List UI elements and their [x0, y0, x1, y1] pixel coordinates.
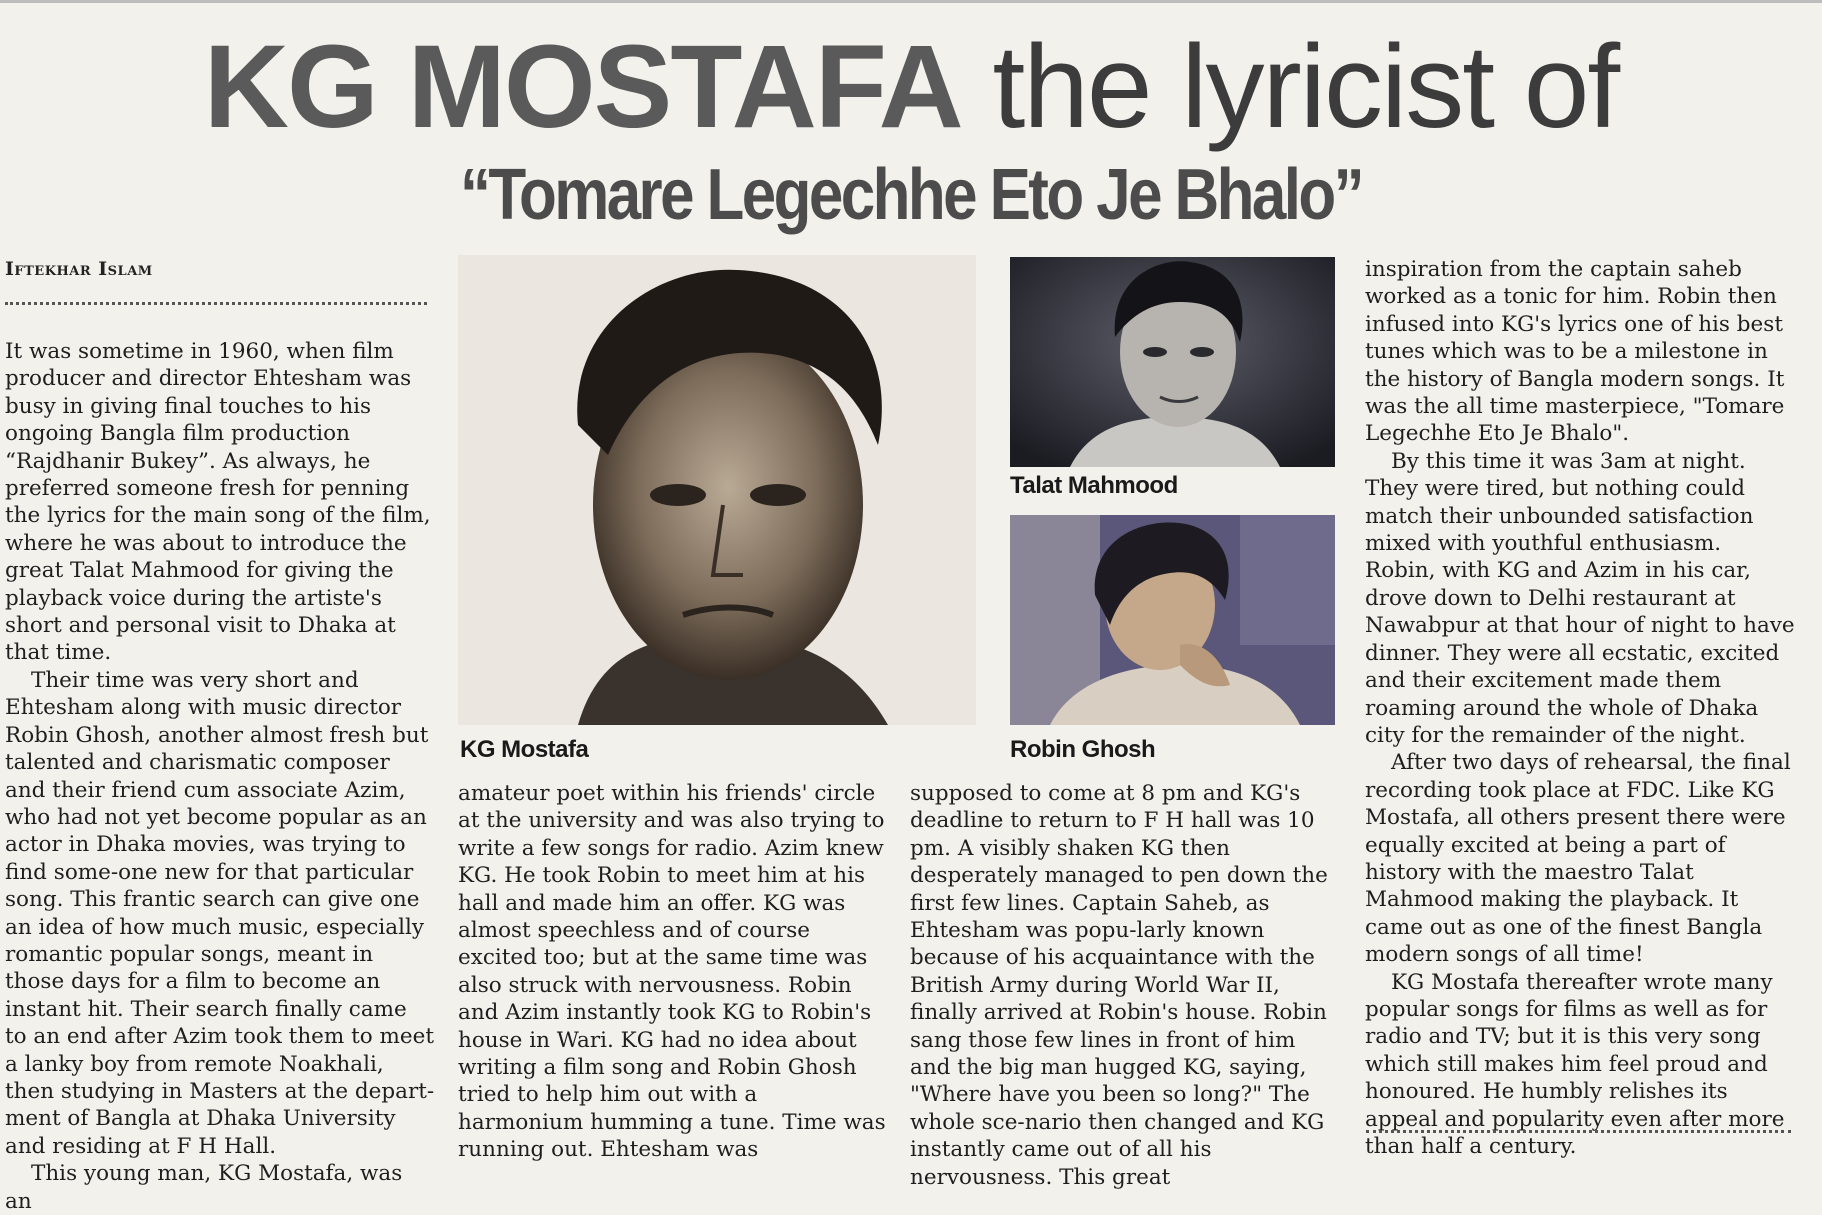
paragraph: KG Mostafa thereafter wrote many popular songs for films as well as for radio and TV; but it is this very song which still makes him feel proud and honoured. He humbly relishes its appeal and popularity even after more than half a century.: [1365, 969, 1785, 1159]
headline-name: KG MOSTAFA: [203, 21, 962, 153]
paragraph: By this time it was 3am at night. They were tired, but nothing could match their unbounded satisfaction mixed with youthful enthusiasm. Robin, with KG and Azim in his car, drove down to Delhi restaurant at Nawabpur at that hour of night to have dinner. They were all ecstatic, excited and their excitement made them roaming around the whole of Dhaka city for the remainder of the night.: [1365, 448, 1795, 748]
article-column-1: [5, 338, 435, 1215]
article-column-3: [910, 780, 1338, 1191]
article-column-2: [458, 780, 888, 1164]
paragraph: supposed to come at 8 pm and KG's deadline to return to F H hall was 10 pm. A visibly shaken KG then desperately managed to pen down the first few lines. Captain Saheb, as Ehtesham was popu-larly known because of his acquaintance with the British Army during World War II, finally arrived at Robin's house. Robin sang those few lines in front of him and the big man hugged KG, saying, "Where have you been so long?" The whole sce-nario then changed and KG instantly came out of all his nervousness. This great: [910, 781, 1328, 1190]
byline-divider: [5, 302, 427, 305]
kg-mostafa-photo: [458, 255, 976, 725]
headline-subtitle: the lyricist of: [992, 21, 1619, 153]
talat-mahmood-photo: [1010, 257, 1335, 467]
paragraph: It was sometime in 1960, when film producer and director Ehtesham was busy in giving final touches to his ongoing Bangla film production “Rajdhanir Bukey”. As always, he preferred someone fresh for penning the lyrics for the main song of the film, where he was about to introduce the great Talat Mahmood for giving the playback voice during the artiste's short and personal visit to Dhaka at that time.: [5, 339, 431, 666]
paragraph: amateur poet within his friends' circle at the university and was also trying to write a few songs for radio. Azim knew KG. He took Robin to meet him at his hall and made him an offer. KG was almost speechless and of course excited too; but at the same time was also struck with nervousness. Robin and Azim instantly took KG to Robin's house in Wari. KG had no idea about writing a film song and Robin Ghosh tried to help him out with a harmonium humming a tune. Time was running out. Ehtesham was: [458, 781, 886, 1163]
top-rule: [0, 0, 1822, 3]
end-divider: [1366, 1130, 1791, 1133]
headline-song-title: “Tomare Legechhe Eto Je Bhalo”: [459, 155, 1363, 235]
headline-line-1: [0, 22, 1822, 152]
caption-talat-mahmood: Talat Mahmood: [1010, 472, 1178, 499]
caption-robin-ghosh: Robin Ghosh: [1010, 736, 1156, 763]
paragraph: This young man, KG Mostafa, was an: [5, 1161, 403, 1214]
robin-ghosh-photo: [1010, 515, 1335, 725]
paragraph: Their time was very short and Ehtesham along with music director Robin Ghosh, another almost fresh but talented and charismatic composer and their friend cum associate Azim, who had not yet become popular as an actor in Dhaka movies, was trying to find some-one new for that particular song. This frantic search can give one an idea of how much music, especially romantic popular songs, meant in those days for a film to become an instant hit. Their search finally came to an end after Azim took them to meet a lanky boy from remote Noakhali, then studying in Masters at the depart-ment of Bangla at Dhaka University and residing at F H Hall.: [5, 667, 435, 1159]
article-column-4: [1365, 256, 1795, 1160]
paragraph: inspiration from the captain saheb worked as a tonic for him. Robin then infused into KG's lyrics one of his best tunes which was to be a milestone in the history of Bangla modern songs. It was the all time masterpiece, "Tomare Legechhe Eto Je Bhalo".: [1365, 257, 1785, 447]
paragraph: After two days of rehearsal, the final recording took place at FDC. Like KG Mostafa, all others present there were equally excited at being a part of history with the maestro Talat Mahmood making the playback. It came out as one of the finest Bangla modern songs of all time!: [1365, 750, 1791, 968]
byline: Iftekhar Islam: [5, 258, 153, 280]
caption-kg-mostafa: KG Mostafa: [460, 736, 589, 763]
